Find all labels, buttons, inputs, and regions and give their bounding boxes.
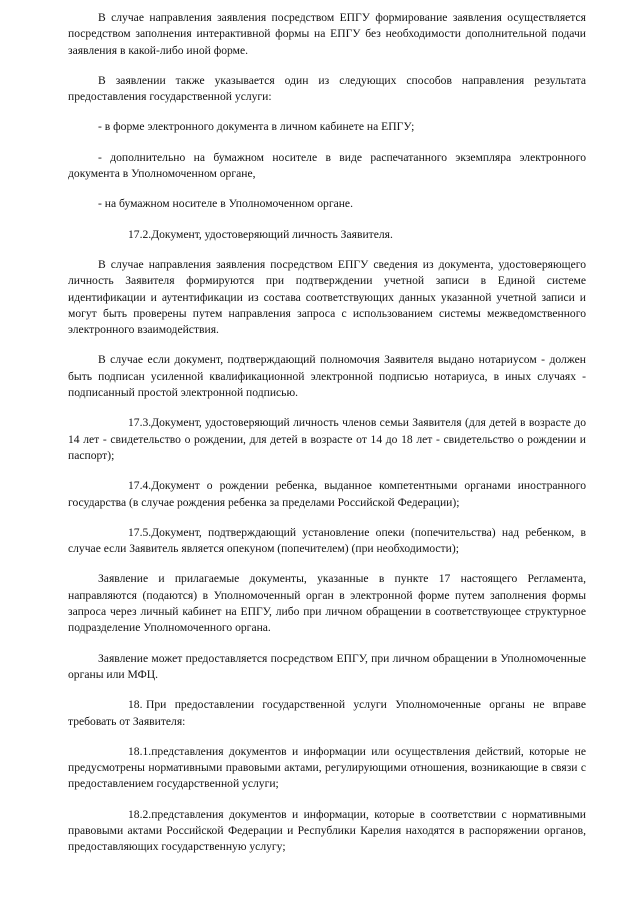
paragraph-text: В случае если документ, подтверждающий полномочия Заявителя выдано нотариусом - должен быть подписан усиленной квалификационной электронной подписью нотариуса, в иных случаях - подписанный простой электронной подписью. <box>68 353 586 400</box>
paragraph-epgu-form <box>68 10 586 59</box>
item-text: При предоставлении государственной услуги Уполномоченные органы не вправе требовать от Заявителя: <box>68 698 586 728</box>
item-text: представления документов и информации или осуществления действий, которые не предусмотрены нормативными правовыми актами, регулирующими отношения, возникающие в связи с предоставлением государственной услуги; <box>68 744 586 791</box>
item-number: 18. <box>128 698 143 712</box>
paragraph-text: Заявление может предоставляется посредством ЕПГУ, при личном обращении в Уполномоченные органы или МФЦ. <box>68 651 586 681</box>
item-number: 18.1. <box>128 744 152 758</box>
item-18-2 <box>68 807 586 856</box>
paragraph-text: В заявлении также указывается один из следующих способов направления результата предоставления государственной услуги: <box>68 73 586 104</box>
item-number: 18.2. <box>128 807 152 821</box>
item-text: Документ, подтверждающий установление опеки (попечительства) над ребенком, в случае если Заявитель является опекуном (попечителем) (при необходимости); <box>68 525 586 556</box>
paragraph-text: - в форме электронного документа в личном кабинете на ЕПГУ; <box>98 120 415 134</box>
paragraph-text: - дополнительно на бумажном носителе в виде распечатанного экземпляра электронного документа в Уполномоченном органе, <box>68 150 586 181</box>
item-text: Документ о рождении ребенка, выданное компетентными органами иностранного государства (в случае рождения ребенка за пределами Российской Федерации); <box>68 479 586 509</box>
paragraph-text: В случае направления заявления посредством ЕПГУ сведения из документа, удостоверяющего личность Заявителя формируются при подтверждении учетной записи в Единой системе идентификации и аутентификации из состава соответствующих данных указанной учетной записи и могут быть проверены путем направления запроса с использованием системы межведомственного электронного взаимодействия. <box>68 257 586 337</box>
paragraph-result-methods <box>68 73 586 106</box>
item-17-4 <box>68 478 586 511</box>
item-number: 17.5. <box>128 525 152 539</box>
item-17-5 <box>68 525 586 558</box>
item-18 <box>68 697 586 730</box>
paragraph-identity-epgu <box>68 257 586 338</box>
list-item-paper <box>68 196 586 212</box>
paragraph-submission <box>68 571 586 636</box>
list-item-paper-additional <box>68 150 586 183</box>
item-text: Документ, удостоверяющий личность Заявителя. <box>151 227 393 241</box>
item-17-2 <box>68 227 586 243</box>
item-number: 17.3. <box>128 416 152 430</box>
document-page <box>68 10 586 870</box>
paragraph-text: - на бумажном носителе в Уполномоченном органе. <box>98 197 353 211</box>
paragraph-text: В случае направления заявления посредством ЕПГУ формирование заявления осуществляется посредством заполнения интерактивной формы на ЕПГУ без необходимости дополнительной подачи заявления в какой-либо иной форме. <box>68 11 586 57</box>
paragraph-submission-channels <box>68 651 586 684</box>
list-item-electronic <box>68 119 586 135</box>
item-17-3 <box>68 415 586 464</box>
item-text: представления документов и информации, которые в соответствии с нормативными правовыми актами Российской Федерации и Республики Карелия находятся в распоряжении органов, предоставляющих государственную услугу; <box>68 807 586 854</box>
paragraph-notary <box>68 352 586 401</box>
item-18-1 <box>68 744 586 793</box>
paragraph-text: Заявление и прилагаемые документы, указанные в пункте 17 настоящего Регламента, направляются (подаются) в Уполномоченный орган в электронной форме путем заполнения формы запроса через личный кабинет на ЕПГУ, либо при личном обращении в соответствующее структурное подразделение Уполномоченного органа. <box>68 572 586 635</box>
item-text: Документ, удостоверяющий личность членов семьи Заявителя (для детей в возрасте до 14 лет - свидетельство о рождении, для детей в возрасте от 14 до 18 лет - свидетельство о рождении и паспорт); <box>68 416 586 462</box>
item-number: 17.4. <box>128 479 152 493</box>
item-number: 17.2. <box>128 227 152 241</box>
